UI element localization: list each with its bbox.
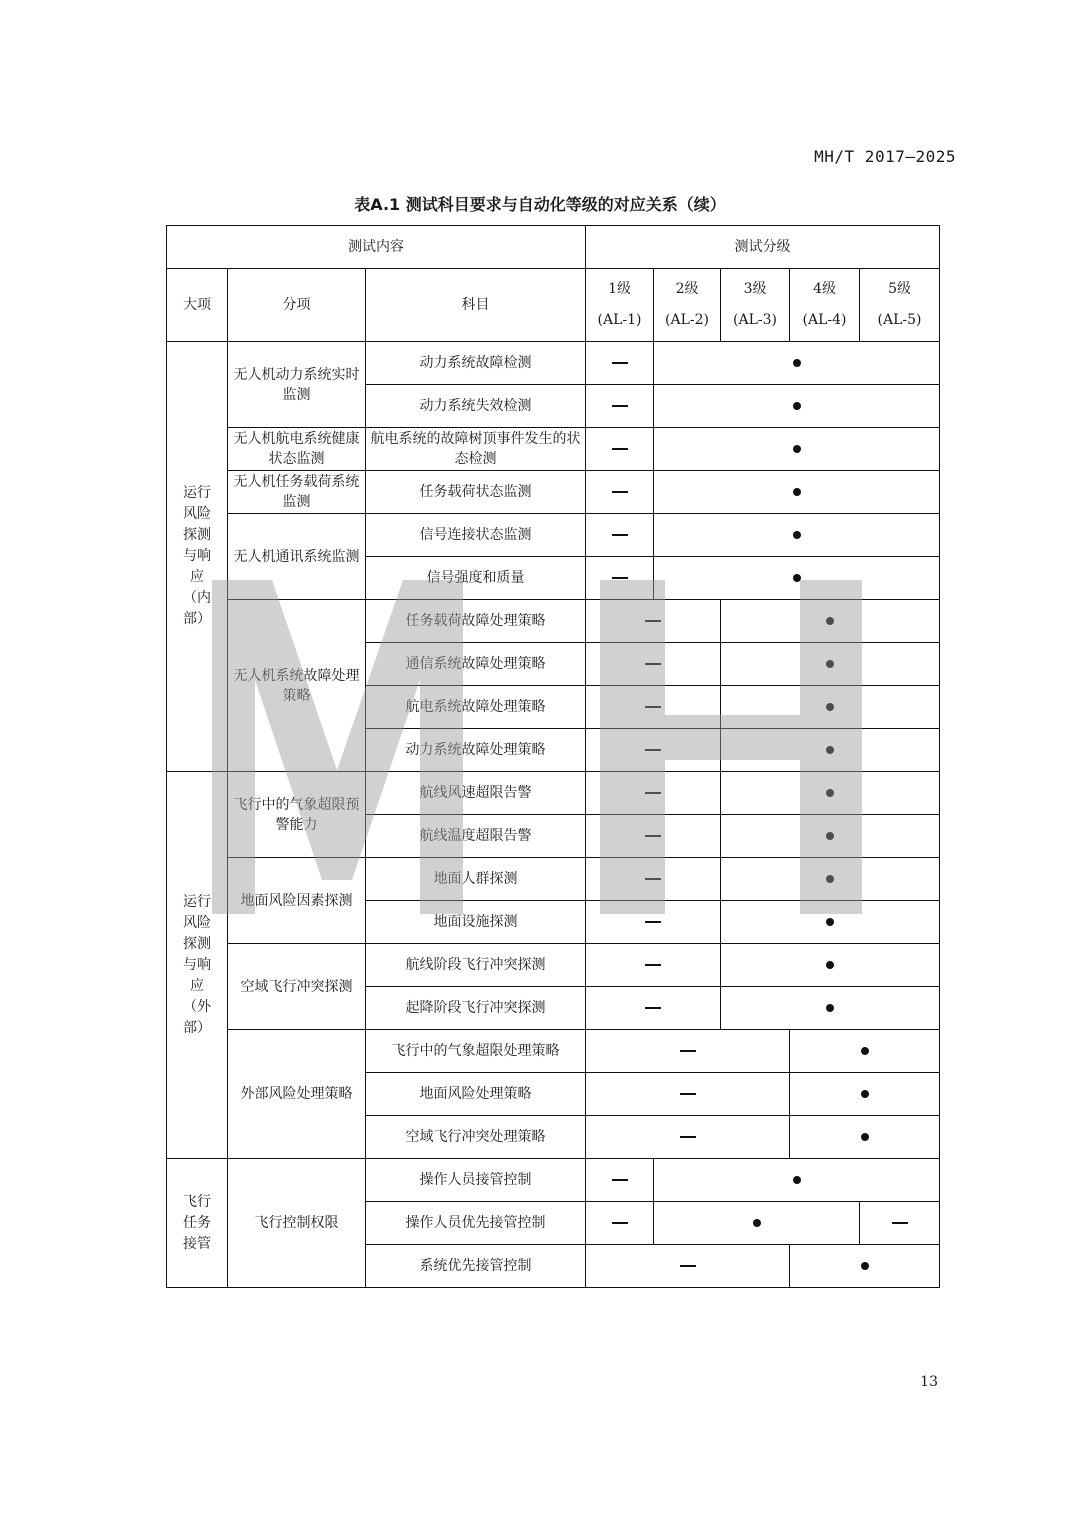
subject-cell: 动力系统故障检测 xyxy=(366,342,586,385)
level-dash xyxy=(586,1073,790,1116)
level-header-3: 3级 (AL-3) xyxy=(721,269,790,342)
level-dash xyxy=(586,342,654,385)
subcategory-power-system: 无人机动力系统实时监测 xyxy=(228,342,366,428)
subcategory-airspace-conflict: 空域飞行冲突探测 xyxy=(228,944,366,1030)
subject-cell: 操作人员优先接管控制 xyxy=(366,1202,586,1245)
subcategory-flight-control: 飞行控制权限 xyxy=(228,1159,366,1288)
level-dash xyxy=(586,600,721,643)
level-dot xyxy=(721,600,940,643)
level-dash xyxy=(586,385,654,428)
col-header-subcategory: 分项 xyxy=(228,269,366,342)
subcategory-avionics-health: 无人机航电系统健康状态监测 xyxy=(228,428,366,471)
subject-cell: 航线风速超限告警 xyxy=(366,772,586,815)
level-dot xyxy=(654,342,940,385)
category-external-risk: 运行风险探测与响应（外部） xyxy=(167,772,228,1159)
level-dot xyxy=(721,901,940,944)
subject-cell: 任务载荷状态监测 xyxy=(366,471,586,514)
level-dot xyxy=(721,729,940,772)
subcategory-payload: 无人机任务载荷系统监测 xyxy=(228,471,366,514)
level-dash xyxy=(586,514,654,557)
level-dot xyxy=(721,772,940,815)
page-number: 13 xyxy=(920,1374,938,1390)
subject-cell: 航线阶段飞行冲突探测 xyxy=(366,944,586,987)
level-dash xyxy=(586,729,721,772)
level-dash xyxy=(586,772,721,815)
level-header-4: 4级 (AL-4) xyxy=(790,269,860,342)
subcategory-external-handling: 外部风险处理策略 xyxy=(228,1030,366,1159)
subcategory-comms: 无人机通讯系统监测 xyxy=(228,514,366,600)
level-dash xyxy=(586,944,721,987)
table-caption: 表A.1 测试科目要求与自动化等级的对应关系（续） xyxy=(354,195,726,214)
subject-cell: 信号强度和质量 xyxy=(366,557,586,600)
col-header-category: 大项 xyxy=(167,269,228,342)
level-dot xyxy=(790,1030,940,1073)
category-internal-risk: 运行风险探测与响应（内部） xyxy=(167,342,228,772)
level-dash xyxy=(586,858,721,901)
requirements-table xyxy=(166,225,940,1288)
level-dash xyxy=(586,815,721,858)
level-dot xyxy=(790,1116,940,1159)
group-header-levels: 测试分级 xyxy=(586,226,940,269)
level-dash xyxy=(860,1202,940,1245)
subject-cell: 系统优先接管控制 xyxy=(366,1245,586,1288)
level-dash xyxy=(586,987,721,1030)
subcategory-weather-warning: 飞行中的气象超限预警能力 xyxy=(228,772,366,858)
subcategory-ground-risk: 地面风险因素探测 xyxy=(228,858,366,944)
level-dot xyxy=(721,987,940,1030)
level-dash xyxy=(586,428,654,471)
level-dot xyxy=(790,1245,940,1288)
level-dash xyxy=(586,1202,654,1245)
level-dash xyxy=(586,901,721,944)
subject-cell: 地面设施探测 xyxy=(366,901,586,944)
subject-cell: 起降阶段飞行冲突探测 xyxy=(366,987,586,1030)
level-dash xyxy=(586,1116,790,1159)
level-dash xyxy=(586,1030,790,1073)
level-header-5: 5级 (AL-5) xyxy=(860,269,940,342)
level-dash xyxy=(586,471,654,514)
level-dot xyxy=(721,643,940,686)
document-number: MH/T 2017—2025 xyxy=(814,147,956,166)
subject-cell: 信号连接状态监测 xyxy=(366,514,586,557)
subject-cell: 操作人员接管控制 xyxy=(366,1159,586,1202)
col-header-subject: 科目 xyxy=(366,269,586,342)
group-header-content: 测试内容 xyxy=(167,226,586,269)
subject-cell: 任务载荷故障处理策略 xyxy=(366,600,586,643)
subject-cell: 动力系统失效检测 xyxy=(366,385,586,428)
level-dash xyxy=(586,1245,790,1288)
level-dot xyxy=(654,1159,940,1202)
level-dash xyxy=(586,686,721,729)
subcategory-fault-handling: 无人机系统故障处理策略 xyxy=(228,600,366,772)
level-dot xyxy=(721,686,940,729)
level-dash xyxy=(586,1159,654,1202)
subject-cell: 飞行中的气象超限处理策略 xyxy=(366,1030,586,1073)
level-header-2: 2级 (AL-2) xyxy=(654,269,721,342)
level-dot xyxy=(654,514,940,557)
level-dot xyxy=(654,557,940,600)
subject-cell: 空域飞行冲突处理策略 xyxy=(366,1116,586,1159)
level-dot xyxy=(654,428,940,471)
level-header-1: 1级 (AL-1) xyxy=(586,269,654,342)
level-dash xyxy=(586,643,721,686)
level-dash xyxy=(586,557,654,600)
level-dot xyxy=(721,815,940,858)
level-dot xyxy=(654,1202,860,1245)
subject-cell: 动力系统故障处理策略 xyxy=(366,729,586,772)
subject-cell: 航电系统故障处理策略 xyxy=(366,686,586,729)
level-dot xyxy=(721,944,940,987)
level-dot xyxy=(790,1073,940,1116)
level-dot xyxy=(654,385,940,428)
level-dot xyxy=(721,858,940,901)
subject-cell: 航线温度超限告警 xyxy=(366,815,586,858)
subject-cell: 地面风险处理策略 xyxy=(366,1073,586,1116)
category-takeover: 飞行任务接管 xyxy=(167,1159,228,1288)
level-dot xyxy=(654,471,940,514)
subject-cell: 航电系统的故障树顶事件发生的状态检测 xyxy=(366,428,586,471)
subject-cell: 地面人群探测 xyxy=(366,858,586,901)
subject-cell: 通信系统故障处理策略 xyxy=(366,643,586,686)
